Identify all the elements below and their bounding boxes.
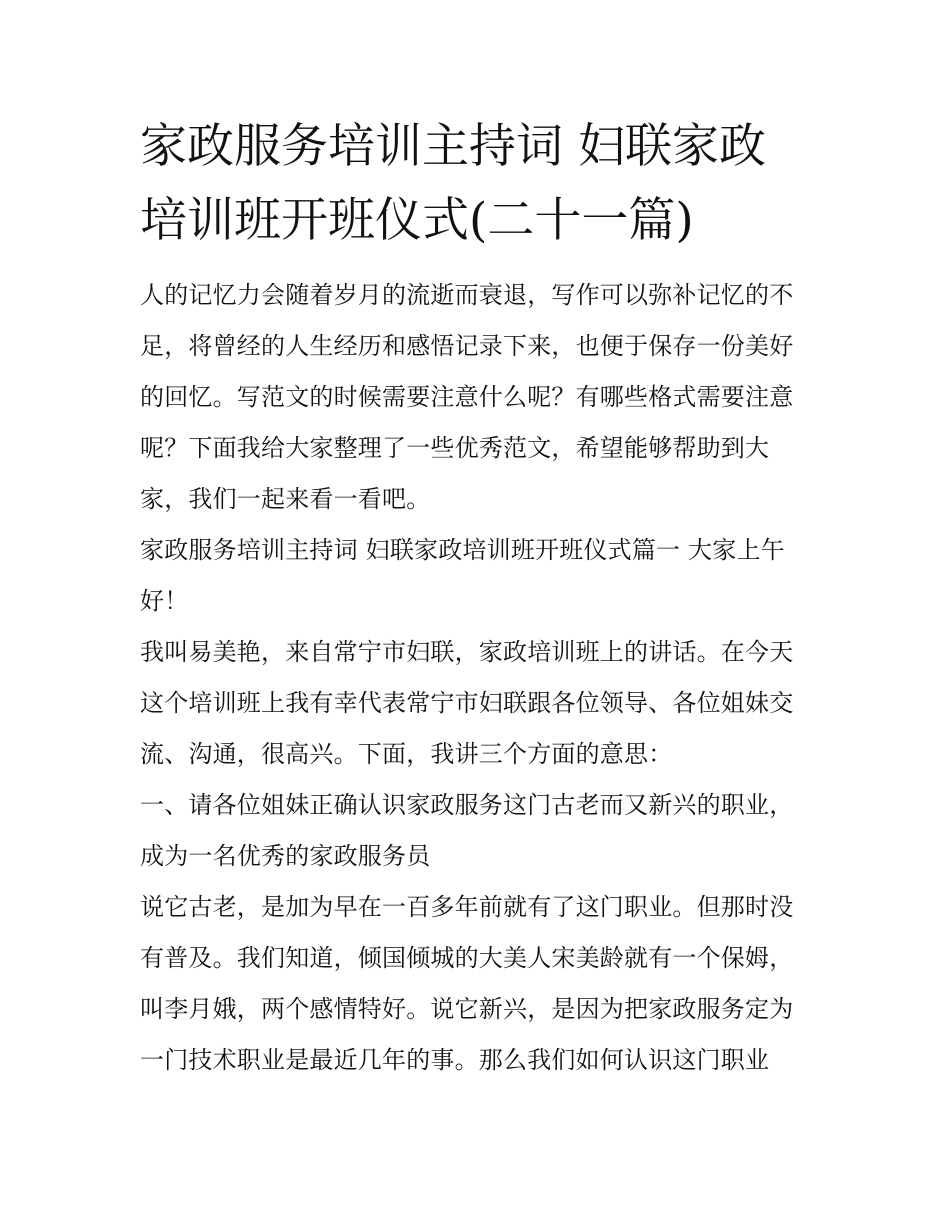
intro-paragraph: 人的记忆力会随着岁月的流逝而衰退，写作可以弥补记忆的不足，将曾经的人生经历和感悟记录下来，也便于保存一份美好的回忆。写范文的时候需要注意什么呢？有哪些格式需要注意呢？下面我给大家整理了一些优秀范文，希望能够帮助到大家，我们一起来看一看吧。 [140, 281, 794, 513]
speaker-intro-paragraph: 我叫易美艳，来自常宁市妇联，家政培训班上的讲话。在今天这个培训班上我有幸代表常宁市妇联跟各位领导、各位姐妹交流、沟通，很高兴。下面，我讲三个方面的意思： [140, 638, 794, 768]
document-title: 家政服务培训主持词 妇联家政培训班开班仪式(二十一篇) [140, 119, 766, 248]
section-heading-one: 一、请各位姐妹正确认识家政服务这门古老而又新兴的职业，成为一名优秀的家政服务员 [140, 791, 794, 870]
greeting-paragraph: 家政服务培训主持词 妇联家政培训班开班仪式篇一 大家上午好！ [140, 536, 785, 615]
body-paragraph: 说它古老，是加为早在一百多年前就有了这门职业。但那时没有普及。我们知道，倾国倾城的大美人宋美龄就有一个保姆，叫李月娥，两个感情特好。说它新兴，是因为把家政服务定为一门技术职业是最近几年的事。那么我们如何认识这门职业 [140, 893, 794, 1074]
document-body [140, 110, 812, 1086]
